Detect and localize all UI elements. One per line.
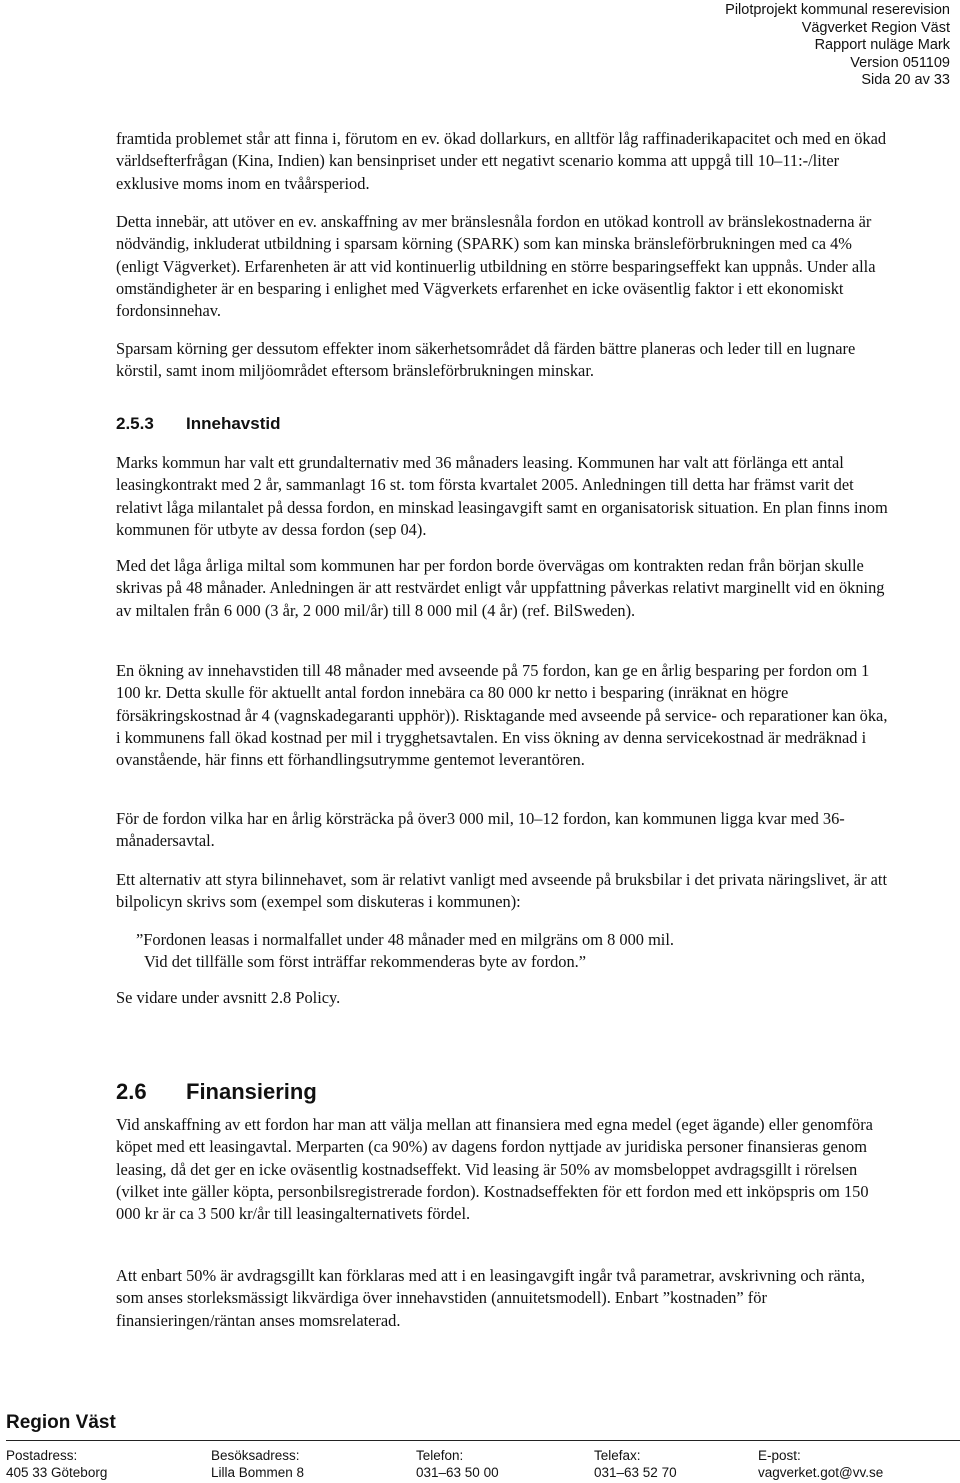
finansiering-paragraph-2 <box>116 1265 896 1332</box>
footer-telefax <box>594 1447 677 1481</box>
section-number: 2.5.3 <box>116 414 154 433</box>
footer-value: 031–63 52 70 <box>594 1465 677 1480</box>
header-page-number: Sida 20 av 33 <box>861 72 950 88</box>
innehavstid-paragraph-6 <box>116 987 896 1009</box>
paragraph-text: Att enbart 50% är avdragsgillt kan förklaras med att i en leasingavgift ingår två parametrar, avskrivning och ränta, som anses storleksmässigt likvärdiga över innehavstiden (annuitetsmodell). Enbart ”kostnaden” för finansieringen/räntan anses momsrelaterad. <box>116 1266 865 1330</box>
innehavstid-paragraph-4 <box>116 808 896 853</box>
intro-paragraph-2 <box>116 211 896 322</box>
header-version: Version 051109 <box>850 54 950 71</box>
intro-paragraph-1 <box>116 128 896 195</box>
quote-line: Vid det tillfälle som först inträffar rekommenderas byte av fordon.” <box>144 952 587 972</box>
footer-value: 031–63 50 00 <box>416 1465 499 1480</box>
footer-postadress <box>6 1447 107 1481</box>
header-project: Pilotprojekt kommunal reserevision <box>725 2 950 18</box>
footer-besoksadress <box>211 1447 304 1481</box>
paragraph-text: Sparsam körning ger dessutom effekter inom säkerhetsområdet då färden bättre planeras och leder till en lugnare körstil, samt inom miljöområdet eftersom bränsleförbrukningen minskar. <box>116 339 856 381</box>
footer-telefon <box>416 1447 499 1481</box>
footer-label: Telefon: <box>416 1448 464 1463</box>
innehavstid-paragraph-2 <box>116 555 896 622</box>
footer-label: E-post: <box>758 1448 801 1463</box>
paragraph-text: Detta innebär, att utöver en ev. anskaffning av mer bränslesnåla fordon en utökad kontroll av bränslekostnaderna är nödvändig, inkluderat utbildning i sparsam körning (SPARK) som kan minska bränsleförbrukningen med ca 4% (enligt Vägverket). Erfarenheten är att vid kontinuerlig utbildning en större besparingseffekt kan uppnås. Under alla omständigheter är en besparing i enlighet med Vägverkets erfarenhet en icke oväsentlig faktor i ett ekonomiskt fordonsinnehav. <box>116 212 876 321</box>
section-title: Finansiering <box>186 1079 317 1104</box>
footer-divider <box>6 1440 960 1441</box>
paragraph-text: Med det låga årliga miltal som kommunen har per fordon borde övervägas om kontrakten redan från början skulle skrivas på 48 månader. Anledningen är att restvärdet enligt vår uppfattning påverkas relativt marginellt vid en ökning av miltalen från 6 000 (3 år, 2 000 mil/år) till 8 000 mil (4 år) (ref. BilSweden). <box>116 556 885 620</box>
innehavstid-paragraph-3 <box>116 660 896 771</box>
footer-label: Besöksadress: <box>211 1448 300 1463</box>
paragraph-text: Vid anskaffning av ett fordon har man att välja mellan att finansiera med egna medel (eget ägande) eller genomföra köpet med ett leasingavtal. Merparten (ca 90%) av dagens fordon nyttjade av juridiska personer finansieras genom leasing, då det ger en icke oväsentlig kostnadseffekt. Vid leasing är 50% av momsbeloppet avdragsgillt i rörelsen (vilket inte gäller köpta, personbilsregistrerade fordon). Kostnadseffekten för ett fordon med ett inköpspris om 150 000 kr är ca 3 500 kr/år till leasingalternativets fördel. <box>116 1115 873 1224</box>
footer-region-title: Region Väst <box>6 1412 116 1433</box>
finansiering-paragraph-1 <box>116 1114 896 1225</box>
footer-value: 405 33 Göteborg <box>6 1465 108 1480</box>
header-organisation: Vägverket Region Väst <box>801 19 950 36</box>
paragraph-text: För de fordon vilka har en årlig körsträcka på över3 000 mil, 10–12 fordon, kan kommunen ligga kvar med 36-månadersavtal. <box>116 809 845 851</box>
section-title: Innehavstid <box>186 414 281 433</box>
footer-epost <box>758 1447 883 1481</box>
innehavstid-paragraph-1 <box>116 452 896 541</box>
footer-value[interactable]: vagverket.got@vv.se <box>758 1465 884 1480</box>
paragraph-text: Ett alternativ att styra bilinnehavet, som är relativt vanligt med avseende på bruksbilar i det privata näringslivet, är att bilpolicyn skrivs som (exempel som diskuteras i kommunen): <box>116 870 888 912</box>
section-number: 2.6 <box>116 1079 147 1104</box>
section-heading-2-5-3 <box>116 414 280 434</box>
paragraph-text: framtida problemet står att finna i, förutom en ev. ökad dollarkurs, en alltför låg raffinaderikapacitet och med en ökad världsefterfrågan (Kina, Indien) kan bensinpriset under ett negativt scenario komma att uppgå till 10–11:-/liter exklusive moms inom en tvåårsperiod. <box>116 129 887 193</box>
page-header <box>725 2 950 90</box>
paragraph-text: Marks kommun har valt ett grundalternativ med 36 månaders leasing. Kommunen har valt att förlänga ett antal leasingkontrakt med 2 år, sammanlagt 16 st. tom första kvartalet 2005. Anledningen till detta har främst varit det relativt låga milantalet på dessa fordon, en minskad leasingavgift samt en organisatorisk situation. En plan finns inom kommunen för utbyte av dessa fordon (sep 04). <box>116 453 888 539</box>
footer-label: Telefax: <box>594 1448 641 1463</box>
footer-label: Postadress: <box>6 1448 78 1463</box>
quote-line: ”Fordonen leasas i normalfallet under 48 månader med en milgräns om 8 000 mil. <box>136 930 675 949</box>
footer-value: Lilla Bommen 8 <box>211 1465 305 1480</box>
header-report: Rapport nuläge Mark <box>814 37 950 53</box>
paragraph-text: Se vidare under avsnitt 2.8 Policy. <box>116 988 341 1007</box>
section-heading-2-6 <box>116 1079 317 1105</box>
paragraph-text: En ökning av innehavstiden till 48 månader med avseende på 75 fordon, kan ge en årlig besparing per fordon om 1 100 kr. Detta skulle för aktuellt antal fordon innebära ca 80 000 kr netto i besparing (inräknat en högre försäkringskostnad år 4 (vagnskadegaranti upphör)). Risktagande med avseende på service- och reparationer kan öka, i kommunens fall ökad kostnad per mil i trygghetsavtalen. En viss ökning av denna servicekostnad är medräknad i ovanstående, här finns ett förhandlingsutrymme gentemot leverantören. <box>116 661 888 770</box>
policy-quote <box>136 929 896 974</box>
innehavstid-paragraph-5 <box>116 869 896 914</box>
intro-paragraph-3 <box>116 338 896 383</box>
